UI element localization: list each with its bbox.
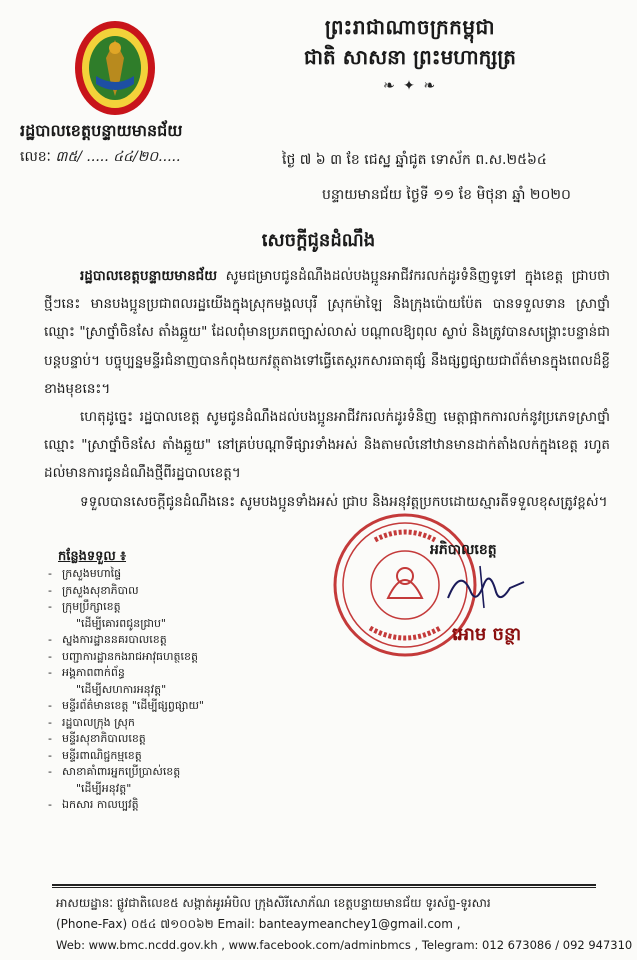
recipients-list bbox=[48, 566, 238, 814]
solar-date: បន្ទាយមានជ័យ ថ្ងៃទី ១១ ខែ មិថុនា ឆ្នាំ ២០២០ bbox=[322, 187, 571, 203]
signatory-name: អោម ចន្ថា bbox=[452, 624, 522, 645]
header-ornament: ❧ ✦ ❧ bbox=[382, 78, 438, 94]
footer-divider bbox=[52, 884, 596, 886]
footer-web-links: Web: www.bmc.ncdd.gov.kh , www.facebook.com/adminbmcs , Telegram: 012 673086 / 092 947310 bbox=[56, 938, 633, 952]
list-item: - មន្ទីរពាណិជ្ជកម្មខេត្ត bbox=[48, 748, 142, 762]
list-item: - មន្ទីរព័ត៌មានខេត្ត "ដើម្បីផ្សព្វផ្សាយ" bbox=[48, 699, 204, 712]
reference-label: លេខៈ bbox=[20, 149, 51, 165]
lunar-date: ថ្ងៃ ៧ ៦ ៣ ខែ ជេស្ឋ ឆ្នាំជូត ទោស័ក ព.ស.២៥៦៤ bbox=[282, 152, 547, 168]
paragraph-3: ទទួលបានសេចក្តីជូនដំណឹងនេះ សូមបងប្អូនទាំងអស់ ជ្រាប និងអនុវត្តប្រកបដោយស្មារតីទទួលខុសត្រូវខ្ពស់។ bbox=[80, 493, 608, 510]
provincial-emblem-logo bbox=[72, 18, 158, 118]
footer-contact bbox=[56, 893, 633, 956]
footer-phone-email: (Phone-Fax) ០៥៤ ៧១០០៦២ Email: banteaymeanchey1@gmail.com , bbox=[56, 917, 461, 931]
list-item: - រដ្ឋបាលក្រុង ស្រុក bbox=[48, 715, 135, 729]
signatory-title: អភិបាលខេត្ត bbox=[430, 542, 497, 558]
reference-number bbox=[20, 147, 180, 168]
recipients-heading: កន្លែងទទួល ៖ bbox=[58, 549, 127, 564]
list-item: - ឯកសារ កាលប្បវត្តិ bbox=[48, 798, 139, 811]
handwritten-signature bbox=[440, 560, 530, 620]
footer-address: អាសយដ្ឋានៈ ផ្លូវជាតិលេខ៥ សង្កាត់អូរអំបិល ក្រុងសិរីសោភ័ណ ខេត្តបន្ទាយមានជ័យ ទូរស័ព្ទ-ទូរសារ bbox=[56, 896, 491, 910]
kingdom-heading: ព្រះរាជាណាចក្រកម្ពុជា bbox=[324, 15, 496, 39]
paragraph-1-lead: រដ្ឋបាលខេត្តបន្ទាយមានជ័យ bbox=[80, 268, 218, 284]
list-item: - ក្រសួងមហាផ្ទៃ bbox=[48, 567, 122, 580]
issuer-name: រដ្ឋបាលខេត្តបន្ទាយមានជ័យ bbox=[20, 121, 183, 140]
paragraph-1 bbox=[44, 262, 610, 403]
list-item: - អង្គភាពពាក់ព័ន្ធ "ដើម្បីសហការអនុវត្ត" bbox=[48, 666, 167, 696]
national-motto: ជាតិ សាសនា ព្រះមហាក្សត្រ bbox=[304, 45, 516, 69]
list-item: - ក្រុមប្រឹក្សាខេត្ត "ដើម្បីគោរពជូនជ្រាប" bbox=[48, 600, 166, 630]
footer-divider-thin bbox=[52, 887, 596, 888]
list-item: - បញ្ជាការដ្ឋានកងរាជអាវុធហត្ថខេត្ត bbox=[48, 649, 198, 663]
list-item: - មន្ទីរសុខាភិបាលខេត្ត bbox=[48, 732, 146, 745]
document-body bbox=[44, 262, 610, 516]
list-item: - ក្រសួងសុខាភិបាល bbox=[48, 583, 139, 597]
paragraph-1-text: សូមជម្រាបជូនដំណឹងដល់បងប្អូនអាជីវករលក់ដូរទំនិញទូទៅ ក្នុងខេត្ត ជ្រាបថា ថ្មីៗនេះ មានបងប្អូនប្រជាពលរដ្ឋយើងក្នុងស្រុកមង្គលបុរី ស្រុកម៉ាឡៃ និងក្រុងប៉ោយប៉ែត បានទទួលទាន ស្រាថ្នាំ ឈ្មោះ "ស្រាថ្នាំចិនសែ តាំងឆ្អួយ" ដែលពុំមានប្រភពច្បាស់លាស់ បណ្តាលឱ្យពុល ស្លាប់ និងត្រូវបានសង្គ្រោះបន្ទាន់ជាបន្តបន្ទាប់។ បច្ចុប្បន្នមន្ទីរជំនាញបានកំពុងយកវត្ថុតាងទៅធ្វើតេស្តរកសារធាតុផ្សំ នឹងផ្សព្វផ្សាយជាព័ត៌មានក្នុងពេលដ៏ខ្លីខាងមុខនេះ។ bbox=[44, 268, 610, 397]
list-item: - សាខាគាំពារអ្នកប្រើប្រាស់ខេត្ត "ដើម្បីអនុវត្ត" bbox=[48, 765, 181, 795]
reference-value: ៣៥/ ..... ៤៤/២០..... bbox=[55, 149, 181, 165]
document-title: សេចក្តីជូនដំណឹង bbox=[261, 230, 376, 251]
paragraph-2: ហេតុដូច្នេះ រដ្ឋបាលខេត្ត សូមជូនដំណឹងដល់បងប្អូនអាជីវករលក់ដូរទំនិញ មេត្តាផ្អាកការលក់នូវប្រភេទស្រាថ្នាំ ឈ្មោះ "ស្រាថ្នាំចិនសែ តាំងឆ្អួយ" នៅគ្រប់បណ្តាទីផ្សារទាំងអស់ និងតាមលំនៅឋានមានដាក់តាំងលក់ក្នុងខេត្ត រហូតដល់មានការជូនដំណឹងថ្មីពីរដ្ឋបាលខេត្ត។ bbox=[44, 409, 610, 482]
list-item: - ស្នងការដ្ឋាននគរបាលខេត្ត bbox=[48, 633, 167, 646]
